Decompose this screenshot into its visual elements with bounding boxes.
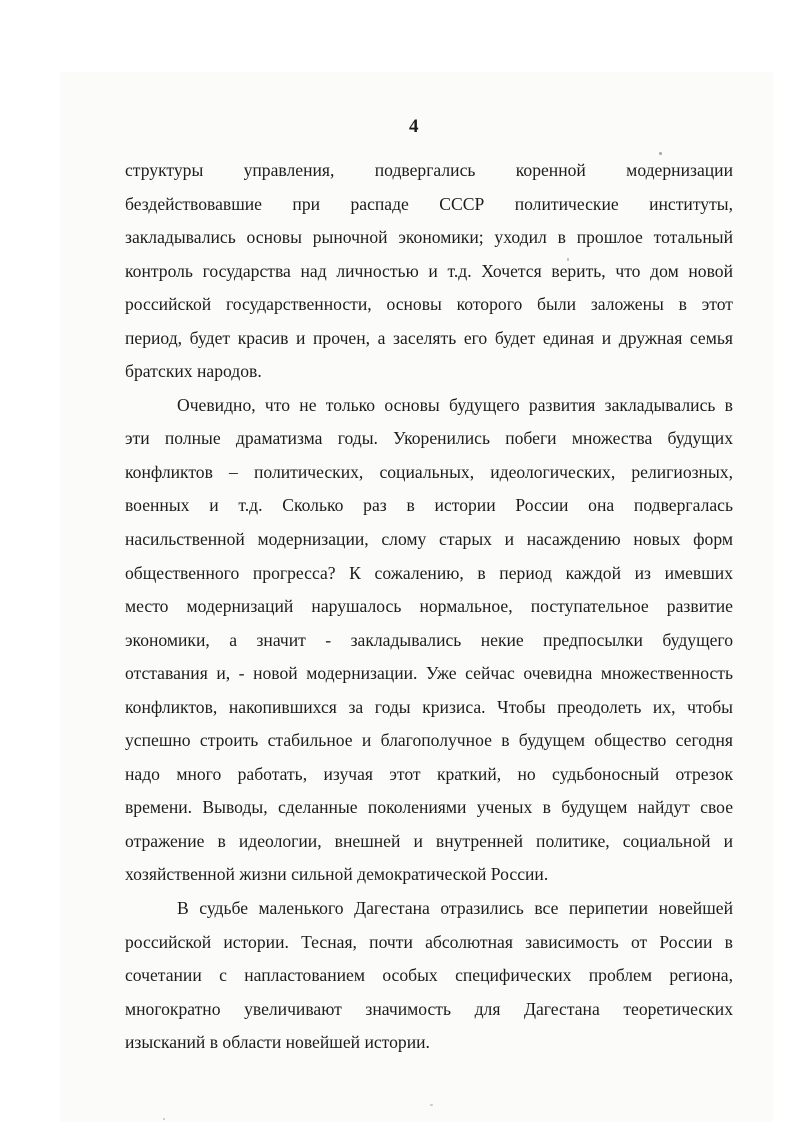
page-scan-area — [60, 72, 773, 1122]
text-line: успешно строить стабильное и благополучное в будущем общество сегодня — [125, 730, 733, 751]
text-line: военных и т.д. Сколько раз в истории России она подвергалась — [125, 495, 733, 516]
text-line: место модернизаций нарушалось нормальное, поступательное развитие — [125, 596, 733, 617]
paragraph — [125, 892, 733, 1060]
text-line: российской государственности, основы которого были заложены в этот — [125, 294, 733, 315]
text-line: экономики, а значит - закладывались некие предпосылки будущего — [125, 629, 733, 650]
text-line: отражение в идеологии, внешней и внутренней политике, социальной и — [125, 830, 733, 851]
text-line: изысканий в области новейшей истории. — [125, 1032, 430, 1053]
text-line: В судьбе маленького Дагестана отразились все перипетии новейшей — [177, 898, 733, 919]
paragraph — [125, 389, 733, 892]
text-line: конфликтов – политических, социальных, идеологических, религиозных, — [125, 461, 733, 482]
text-block — [125, 154, 733, 1060]
text-line: братских народов. — [125, 361, 262, 382]
text-line: хозяйственной жизни сильной демократической России. — [125, 864, 549, 885]
text-line: сочетании с напластованием особых специфических проблем региона, — [125, 965, 733, 986]
text-line: насильственной модернизации, слому старых и насаждению новых форм — [125, 529, 733, 550]
text-line: надо много работать, изучая этот краткий, но судьбоносный отрезок — [125, 763, 733, 784]
text-line: Очевидно, что не только основы будущего развития закладывались в — [177, 394, 733, 415]
text-line: российской истории. Тесная, почти абсолютная зависимость от России в — [125, 931, 733, 952]
text-line: контроль государства над личностью и т.д. Хочется верить, что дом новой — [125, 260, 733, 281]
text-line: структуры управления, подвергались коренной модернизации — [125, 160, 733, 180]
text-line: период, будет красив и прочен, а заселять его будет единая и дружная семья — [125, 327, 733, 348]
text-line: закладывались основы рыночной экономики; уходил в прошлое тотальный — [125, 227, 733, 248]
paragraph — [125, 154, 733, 389]
text-line: конфликтов, накопившихся за годы кризиса. Чтобы преодолеть их, чтобы — [125, 696, 733, 717]
text-line: общественного прогресса? К сожалению, в период каждой из имевших — [125, 562, 733, 583]
text-line: времени. Выводы, сделанные поколениями ученых в будущем найдут свое — [125, 797, 733, 818]
text-line: бездействовавшие при распаде СССР политические институты, — [125, 193, 733, 214]
text-line: многократно увеличивают значимость для Дагестана теоретических — [125, 998, 733, 1019]
text-line: эти полные драматизма годы. Укоренились побеги множества будущих — [125, 428, 733, 449]
scan-speckle — [163, 1118, 165, 1120]
page-number: 4 — [409, 116, 419, 137]
text-line: отставания и, - новой модернизации. Уже сейчас очевидна множественность — [125, 663, 733, 684]
scan-speckle — [430, 1104, 433, 1106]
